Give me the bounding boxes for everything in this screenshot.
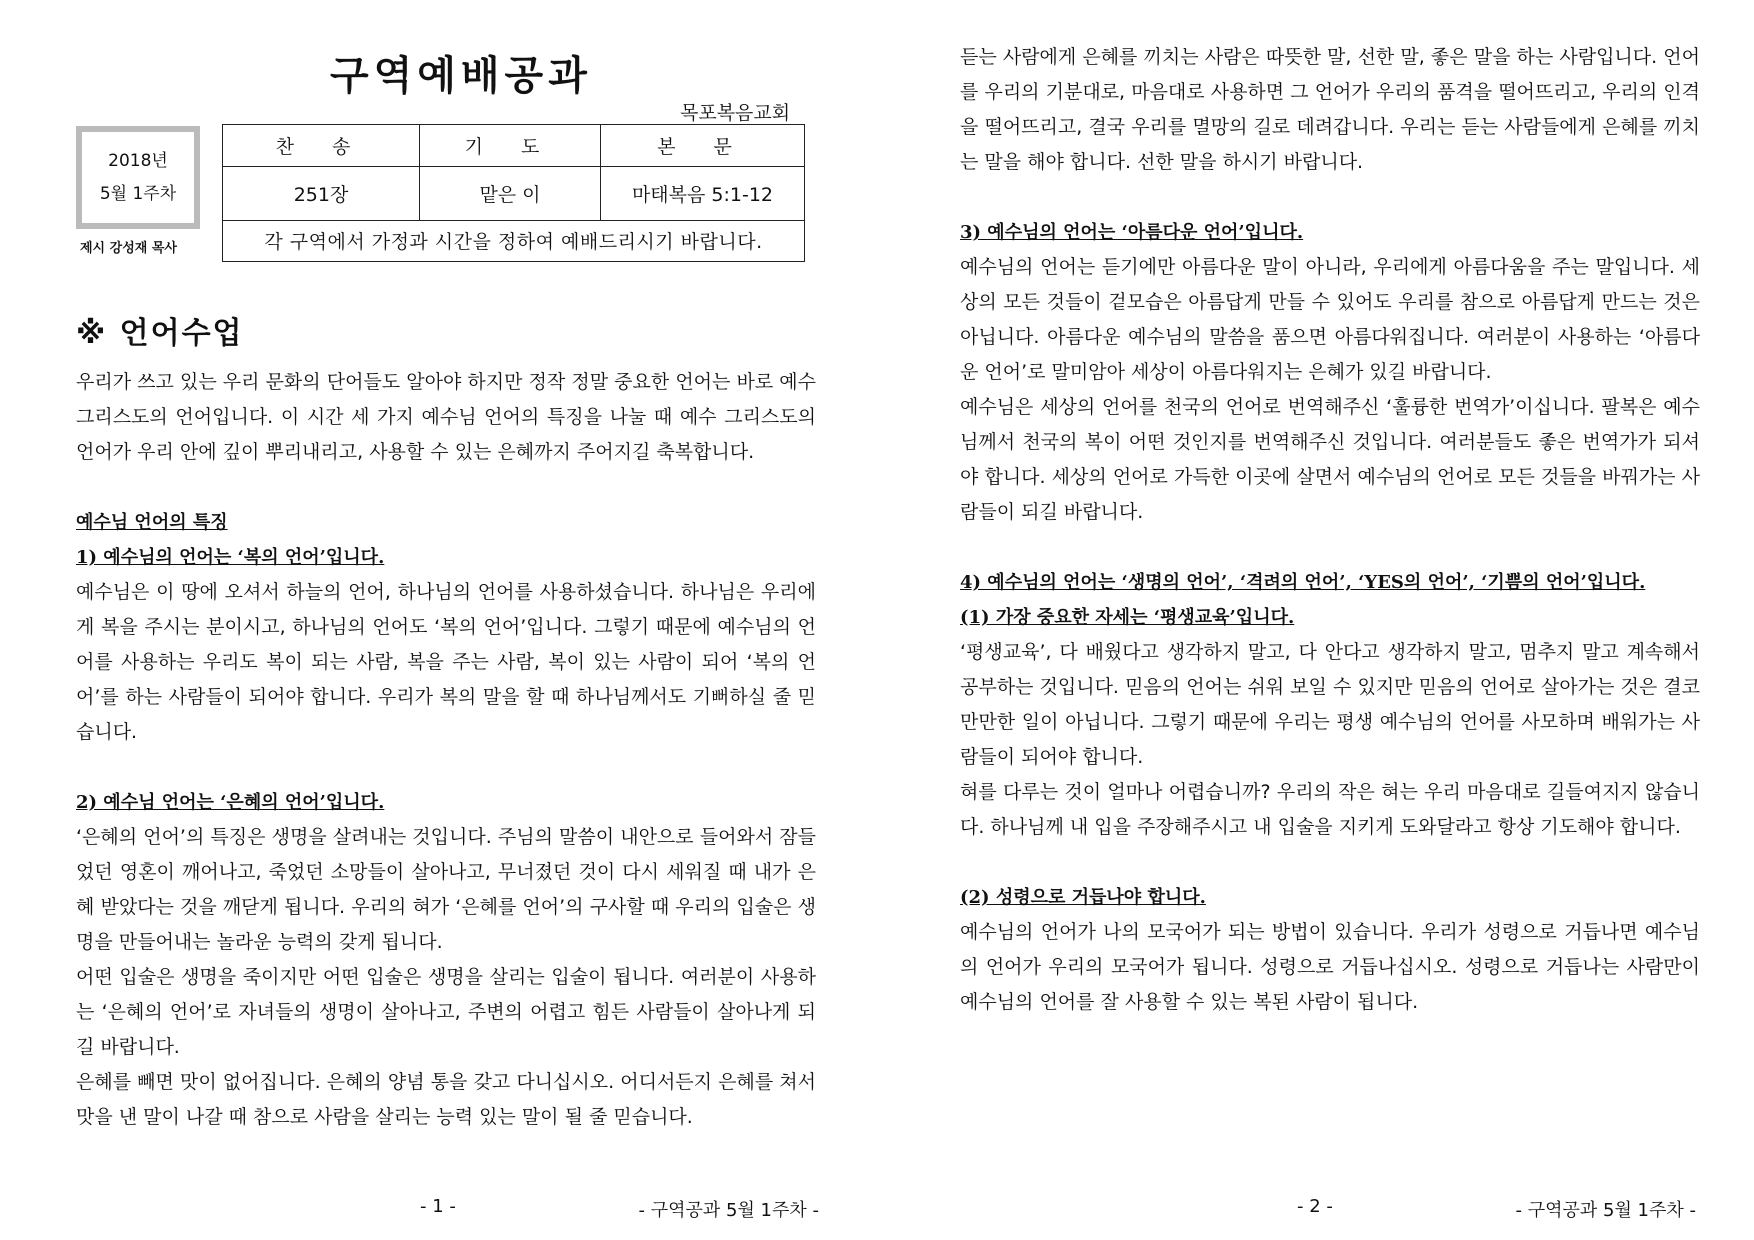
church-name: 목포복음교회 [680, 102, 791, 124]
paragraph-point-3a: 예수님의 언어는 듣기에만 아름다운 말이 아니라, 우리에게 아름다움을 주는 말입니다. 세상의 모든 것들이 겉모습은 아름답게 만들 수 있어도 우리를 참으로 아름답게 만드는 것은 아닙니다. 아름다운 예수님의 말씀을 품으면 아름다워집니다. 여러분이 사용하는 ‘아름다운 언어’로 말미암아 세상이 아름다워지는 은혜가 있길 바랍니다. [960, 256, 1700, 383]
left-body-text [76, 365, 816, 1135]
paragraph-point-2c: 은혜를 빼면 맛이 없어집니다. 은혜의 양념 통을 갖고 다니십시오. 어디서든지 은혜를 쳐서 맛을 낸 말이 나갈 때 참으로 사람을 살리는 능력 있는 말이 될 줄 믿습니다. [76, 1071, 816, 1128]
date-year: 2018년 [108, 150, 168, 171]
paragraph-point-1: 예수님은 이 땅에 오셔서 하늘의 언어, 하나님의 언어를 사용하셨습니다. 하나님은 우리에게 복을 주시는 분이시고, 하나님의 언어도 ‘복의 언어’입니다. 그렇기 때문에 예수님의 언어를 사용하는 우리도 복이 되는 사람, 복을 주는 사람, 복이 있는 사람이 되어 ‘복의 언어’를 하는 사람들이 되어야 합니다. 우리가 복의 말을 할 때 하나님께서도 기뻐하실 줄 믿습니다. [76, 581, 816, 743]
paragraph-point-4-1a: ‘평생교육’, 다 배웠다고 생각하지 말고, 다 안다고 생각하지 말고, 멈추지 말고 계속해서 공부하는 것입니다. 믿음의 언어는 쉬워 보일 수 있지만 믿음의 언어로 살아가는 것은 결코 만만한 일이 아닙니다. 그렇기 때문에 우리는 평생 예수님의 언어를 사모하며 배워가는 사람들이 되어야 합니다. [960, 641, 1700, 768]
footer-label: - 구역공과 5월 1주차 - [1515, 1200, 1696, 1221]
heading-features: 예수님 언어의 특징 [76, 512, 228, 533]
value-hymn: 251장 [223, 167, 420, 220]
heading-point-2: 2) 예수님 언어는 ‘은혜의 언어’입니다. [76, 792, 385, 813]
service-info-table [222, 124, 805, 262]
table-header-row [223, 125, 805, 167]
page-2 [877, 0, 1754, 1240]
service-note: 각 구역에서 가정과 시간을 정하여 예배드리시기 바랍니다. [223, 220, 805, 261]
paragraph-point-2a: ‘은혜의 언어’의 특징은 생명을 살려내는 것입니다. 주님의 말씀이 내안으로 들어와서 잠들었던 영혼이 깨어나고, 죽었던 소망들이 살아나고, 무너졌던 것이 다시 세워질 때 내가 은혜 받았다는 것을 깨닫게 됩니다. 우리의 혀가 ‘은혜를 언어’의 구사할 때 우리의 입술은 생명을 만들어내는 놀라운 능력의 갖게 됩니다. [76, 826, 816, 953]
paragraph-point-2b: 어떤 입술은 생명을 죽이지만 어떤 입술은 생명을 살리는 입술이 됩니다. 여러분이 사용하는 ‘은혜의 언어’로 자녀들의 생명이 살아나고, 주변의 어렵고 힘든 사람들이 살아나게 되길 바랍니다. [76, 966, 816, 1058]
paragraph-point-4-2: 예수님의 언어가 나의 모국어가 되는 방법이 있습니다. 우리가 성령으로 거듭나면 예수님의 언어가 우리의 모국어가 됩니다. 성령으로 거듭나십시오. 성령으로 거듭나는 사람만이 예수님의 언어를 잘 사용할 수 있는 복된 사람이 됩니다. [960, 921, 1700, 1013]
heading-point-4-1: (1) 가장 중요한 자세는 ‘평생교육’입니다. [960, 607, 1295, 628]
header-scripture: 본 문 [601, 125, 805, 167]
table-note-row [223, 220, 805, 261]
footer-label: - 구역공과 5월 1주차 - [638, 1200, 819, 1221]
heading-point-4: 4) 예수님의 언어는 ‘생명의 언어’, ‘격려의 언어’, ‘YES의 언어’, ‘기쁨의 언어’입니다. [960, 572, 1646, 593]
document-title: 구역예배공과 [330, 53, 592, 99]
table-value-row [223, 167, 805, 220]
heading-point-3: 3) 예수님의 언어는 ‘아름다운 언어’입니다. [960, 222, 1304, 243]
value-scripture: 마태복음 5:1-12 [601, 167, 805, 220]
value-prayer: 맡은 이 [420, 167, 601, 220]
paragraph-point-3b: 예수님은 세상의 언어를 천국의 언어로 번역해주신 ‘훌륭한 번역가’이십니다. 팔복은 예수님께서 천국의 복이 어떤 것인지를 번역해주신 것입니다. 여러분들도 좋은 번역가가 되셔야 합니다. 세상의 언어로 가득한 이곳에 살면서 예수님의 언어로 모든 것들을 바꿔가는 사람들이 되길 바랍니다. [960, 396, 1700, 523]
page-number: - 1 - [420, 1196, 456, 1217]
header-hymn: 찬 송 [223, 125, 420, 167]
preacher-credit: 제시 강성재 목사 [80, 241, 177, 256]
paragraph-continued: 듣는 사람에게 은혜를 끼치는 사람은 따뜻한 말, 선한 말, 좋은 말을 하는 사람입니다. 언어를 우리의 기분대로, 마음대로 사용하면 그 언어가 우리의 품격을 떨어뜨리고, 우리의 인격을 떨어뜨리고, 결국 우리를 멸망의 길로 데려갑니다. 우리는 듣는 사람들에게 은혜를 끼치는 말을 해야 합니다. 선한 말을 하시기 바랍니다. [960, 46, 1700, 173]
heading-point-4-2: (2) 성령으로 거듭나야 합니다. [960, 887, 1206, 908]
section-title: ※ 언어수업 [76, 316, 244, 351]
page-number: - 2 - [1297, 1196, 1333, 1217]
right-body-text [960, 40, 1700, 1020]
date-week: 5월 1주차 [99, 183, 177, 204]
header-prayer: 기 도 [420, 125, 601, 167]
paragraph-point-4-1b: 혀를 다루는 것이 얼마나 어렵습니까? 우리의 작은 혀는 우리 마음대로 길들여지지 않습니다. 하나님께 내 입을 주장해주시고 내 입술을 지키게 도와달라고 항상 기도해야 합니다. [960, 781, 1700, 838]
intro-paragraph: 우리가 쓰고 있는 우리 문화의 단어들도 알아야 하지만 정작 정말 중요한 언어는 바로 예수 그리스도의 언어입니다. 이 시간 세 가지 예수님 언어의 특징을 나눌 때 예수 그리스도의 언어가 우리 안에 깊이 뿌리내리고, 사용할 수 있는 은혜까지 주어지길 축복합니다. [76, 371, 816, 463]
heading-point-1: 1) 예수님의 언어는 ‘복의 언어’입니다. [76, 547, 385, 568]
date-box [76, 126, 200, 229]
